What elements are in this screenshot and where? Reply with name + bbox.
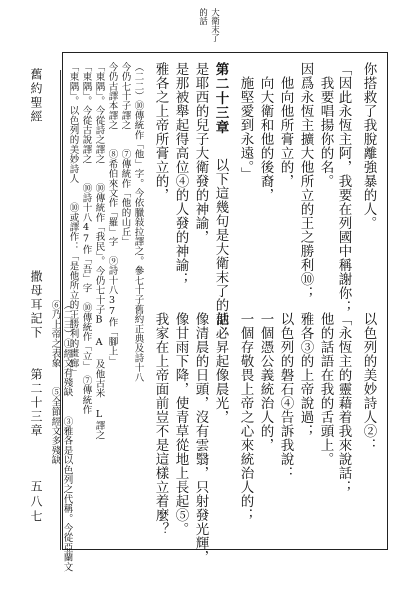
text-column: 他必昇起像晨光， [212,312,229,424]
text-column: 以色列的美妙詩人②： [360,312,377,452]
text-column: 是耶西的兒子大衛發的神諭， [192,62,209,244]
text-column: 像甘雨下降，使青草從地上長起⑤。 [172,312,189,536]
footnote-line: 今仍古譯本譯之 ⑧希伯來文作「羅」字 ⑨詩十八37作「腳上」 [106,62,118,366]
chapter-heading: 第二十三章 [212,62,229,135]
footnote-line: 「東隅」。以色列的美妙詩人 ⑩或譯作：「是他所立的王勝利的畫廊」 [67,62,79,378]
footnote-line: 「東隅」。今從古說譯之 ⑩詩十八47作「吾」字 ⑩傳統作「立」 ⑦傳統作 [80,62,92,415]
text-column: 「因此永恆主阿，我要在列國中稱謝你； [335,62,352,314]
text-column: 向大衛和他的後裔， [257,76,274,202]
text-column: 以色列的磐石④告訴我說： [277,312,294,480]
text-column: 我家在上帝面前豈不是這樣立着麼？ [152,312,169,536]
text-column: 雅各之上帝所膏立的， [152,62,169,202]
text-column: 是那被舉起得高位④的人發的神諭； [172,62,189,286]
footnote-line: ⑥乃上帝之表象 ⑤全節經文多殘缺 [49,300,61,465]
text-column: 一個存敬畏上帝之心來統治人的； [237,312,254,522]
text-column: 以下這幾句是大衛末了的話： [212,158,229,340]
text-column: 他向他所膏立的， [277,76,294,188]
text-column: 你搭救了我脫離強暴的人。 [360,62,377,230]
footnote-line: （二三）①經文有殘缺 ③雅各是以色列之代稱。今從亞蘭文 [61,300,73,572]
text-column: 「永恆主的靈藉着我來說話； [335,312,352,494]
text-column: 一個憑公義統治人的， [257,312,274,452]
footnote-line: 「東隅」。今從詩之譯之 ⑩傳統作「我民」。今仍七十子B A 及他古米 L譯之 [93,62,105,440]
footnote-line: （二二）⑩傳統作「他」字。今依臘敍拉譯之。參七十子舊約正典及詩十八 [132,62,144,383]
text-column: 施堅愛到永遠。」 [237,76,254,182]
text-column: 因爲永恆主擴大他所立的王之勝利⑩； [297,62,314,300]
book-title: 舊約聖經 [29,68,43,124]
footnote-line: 今仍七十子譯之 ⑦傳統作「他的山丘」 [119,62,131,247]
text-column: 我要唱揚你的名。 [317,76,334,188]
chapter-label: 第二十三章 [29,368,43,438]
header-note-line-2: 的話 [197,8,208,25]
page-number: 五八七 [29,480,43,525]
text-column: 像清晨的日頭，沒有雲翳，只射發光輝， [192,312,209,564]
book-section: 撒母耳記下 [29,270,43,340]
header-note-line-1: 大衛末了 [209,8,220,42]
text-column: 他的話語在我的舌頭上。 [317,312,334,466]
text-column: 雅各③的上帝說過； [297,312,314,438]
